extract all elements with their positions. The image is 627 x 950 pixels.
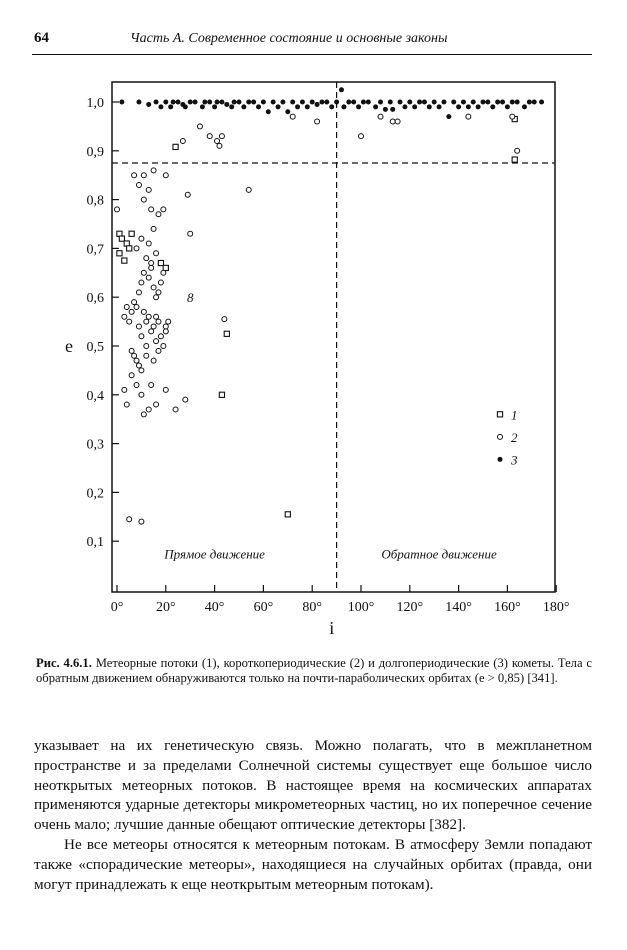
x-tick-label: 120° [396, 600, 424, 615]
data-point-circle [122, 314, 127, 319]
data-point-dot [237, 100, 242, 105]
data-point-square [163, 265, 168, 270]
data-point-dot [163, 100, 168, 105]
y-axis-title: e [65, 336, 73, 356]
x-tick-label: 80° [302, 600, 323, 615]
data-point-circle [390, 119, 395, 124]
data-point-square [285, 512, 290, 517]
data-point-circle [139, 280, 144, 285]
data-point-dot [373, 104, 378, 109]
data-point-dot [383, 107, 388, 112]
data-point-dot [280, 100, 285, 105]
legend-marker-dot [498, 457, 503, 462]
y-tick-label: 0,2 [86, 486, 104, 502]
data-point-dot [168, 104, 173, 109]
x-tick-label: 40° [204, 600, 225, 615]
data-point-dot [446, 114, 451, 119]
data-point-circle [141, 412, 146, 417]
x-tick-label: 0° [110, 600, 124, 615]
data-point-dot [402, 104, 407, 109]
data-point-circle [129, 309, 134, 314]
data-point-square [512, 157, 517, 162]
y-tick-label: 0,8 [86, 193, 104, 209]
data-point-circle [149, 329, 154, 334]
data-point-dot [527, 100, 532, 105]
data-point-dot [310, 100, 315, 105]
data-point-circle [136, 363, 141, 368]
data-point-circle [217, 143, 222, 148]
data-point-circle [141, 309, 146, 314]
data-point-circle [359, 134, 364, 139]
legend [497, 407, 518, 467]
data-point-circle [151, 226, 156, 231]
data-point-dot [427, 104, 432, 109]
data-point-circle [197, 124, 202, 129]
data-point-dot [485, 100, 490, 105]
y-tick-label: 0,4 [86, 388, 104, 404]
data-point-dot [229, 104, 234, 109]
data-point-circle [134, 246, 139, 251]
data-point-dot [232, 100, 237, 105]
legend-label: 3 [511, 452, 518, 468]
data-point-circle [315, 119, 320, 124]
data-point-dot [171, 100, 176, 105]
data-point-dot [441, 100, 446, 105]
data-point-dot [505, 104, 510, 109]
data-point-dot [188, 100, 193, 105]
data-point-circle [156, 290, 161, 295]
data-point-circle [134, 304, 139, 309]
data-point-dot [212, 104, 217, 109]
data-point-dot [183, 104, 188, 109]
x-tick-label: 100° [347, 600, 375, 615]
data-point-circle [144, 344, 149, 349]
data-point-dot [422, 100, 427, 105]
data-point-dot [200, 104, 205, 109]
data-point-square [224, 331, 229, 336]
data-point-dot [295, 104, 300, 109]
body-text [34, 736, 592, 894]
y-tick-label: 0,3 [86, 437, 104, 453]
data-point-dot [366, 100, 371, 105]
data-point-dot [532, 100, 537, 105]
data-point-square [129, 231, 134, 236]
data-point-dot [356, 104, 361, 109]
data-point-dot [476, 104, 481, 109]
data-point-circle [136, 182, 141, 187]
data-point-circle [163, 387, 168, 392]
data-point-circle [161, 207, 166, 212]
data-point-dot [261, 100, 266, 105]
data-point-circle [149, 265, 154, 270]
data-point-circle [146, 275, 151, 280]
data-point-circle [136, 324, 141, 329]
data-point-dot [471, 100, 476, 105]
x-tick-label: 180° [542, 600, 570, 615]
y-tick-label: 0,1 [86, 535, 104, 551]
data-point-circle [207, 134, 212, 139]
data-point-circle [163, 329, 168, 334]
data-point-circle [466, 114, 471, 119]
data-point-square [117, 251, 122, 256]
legend-label: 1 [511, 407, 518, 423]
data-point-circle [122, 387, 127, 392]
caption-text: Метеорные потоки (1), короткопериодические (2) и долгопериодические (3) кометы. Тела с обратным движением обнаруживаются только на почти-параболических орбитах (e > 0,85) [341]. [36, 656, 592, 685]
data-point-circle [222, 317, 227, 322]
data-point-square [219, 392, 224, 397]
data-point-dot [146, 102, 151, 107]
data-point-circle [141, 197, 146, 202]
data-point-dot [456, 104, 461, 109]
data-point-dot [495, 100, 500, 105]
data-point-circle [185, 192, 190, 197]
region-label-retrograde: Обратное движение [381, 546, 497, 562]
data-point-circle [144, 319, 149, 324]
data-point-circle [132, 173, 137, 178]
data-point-circle [139, 236, 144, 241]
data-point-circle [139, 334, 144, 339]
data-point-circle [139, 368, 144, 373]
data-point-dot [215, 100, 220, 105]
data-point-dot [388, 100, 393, 105]
data-point-circle [146, 407, 151, 412]
data-point-dot [339, 87, 344, 92]
data-point-circle [166, 319, 171, 324]
data-point-circle [163, 173, 168, 178]
data-point-dot [515, 100, 520, 105]
data-point-circle [146, 314, 151, 319]
data-point-circle [510, 114, 515, 119]
legend-marker-circle [498, 434, 503, 439]
x-axis-title: i [329, 618, 335, 638]
data-point-circle [151, 358, 156, 363]
data-point-dot [324, 100, 329, 105]
data-point-dot [398, 100, 403, 105]
x-tick-label: 160° [494, 600, 521, 615]
data-point-dot [437, 104, 442, 109]
data-point-circle [139, 519, 144, 524]
data-point-circle [139, 392, 144, 397]
data-point-circle [378, 114, 383, 119]
figure-caption [36, 656, 592, 685]
data-point-circle [151, 324, 156, 329]
data-point-dot [466, 104, 471, 109]
data-point-circle [127, 319, 132, 324]
data-point-circle [156, 212, 161, 217]
data-point-dot [290, 100, 295, 105]
data-point-circle [173, 407, 178, 412]
data-point-circle [156, 319, 161, 324]
data-point-dot [224, 102, 229, 107]
data-point-dot [176, 100, 181, 105]
data-point-circle [149, 383, 154, 388]
data-point-circle [158, 280, 163, 285]
data-point-dot [407, 100, 412, 105]
data-point-circle [132, 353, 137, 358]
data-point-dot [266, 109, 271, 114]
data-point-circle [156, 348, 161, 353]
data-point-dot [417, 100, 422, 105]
data-point-square [127, 246, 132, 251]
data-point-dot [119, 100, 124, 105]
page-number: 64 [34, 30, 49, 46]
data-point-dot [481, 100, 486, 105]
data-point-dot [346, 100, 351, 105]
data-point-circle [129, 373, 134, 378]
data-point-circle [127, 517, 132, 522]
data-point-dot [202, 100, 207, 105]
running-head: Часть А. Современное состояние и основные законы [130, 31, 448, 46]
data-point-circle [149, 261, 154, 266]
data-point-dot [334, 100, 339, 105]
data-point-circle [124, 402, 129, 407]
x-tick-label: 60° [253, 600, 274, 615]
data-point-dot [251, 100, 256, 105]
data-point-circle [215, 139, 220, 144]
data-point-circle [151, 285, 156, 290]
data-point-circle [144, 256, 149, 261]
data-point-dot [136, 100, 141, 105]
data-point-dot [522, 104, 527, 109]
data-point-circle [290, 114, 295, 119]
data-point-circle [146, 241, 151, 246]
data-point-circle [246, 187, 251, 192]
data-point-circle [146, 187, 151, 192]
y-tick-label: 0,5 [86, 340, 104, 355]
data-point-circle [141, 270, 146, 275]
data-point-circle [141, 173, 146, 178]
data-point-circle [136, 290, 141, 295]
x-tick-label: 20° [155, 600, 176, 615]
paragraph: указывает на их генетическую связь. Можно полагать, что в межпланетном пространстве и за пределами Солнечной системы существует еще большое число неоткрытых метеорных потоков. В настоящее время на космических аппаратах применяются ударные детекторы микрометеорных частиц, но их поперечное сечение очень мало; лучшие данные обещают оптические детекторы [382]. [34, 737, 592, 834]
region-label-prograde: Прямое движение [164, 546, 265, 562]
data-point-dot [329, 104, 334, 109]
data-point-circle [219, 134, 224, 139]
data-points [115, 87, 545, 524]
data-point-circle [154, 314, 159, 319]
data-point-circle [161, 270, 166, 275]
data-point-dot [451, 100, 456, 105]
data-point-dot [500, 100, 505, 105]
data-point-dot [432, 100, 437, 105]
paragraph: Не все метеоры относятся к метеорным потокам. В атмосферу Земли попадают также «спорадические метеоры», находящиеся на случайных орбитах (правда, они могут принадлежать к еще неоткрытым метеорным потокам). [34, 835, 592, 893]
data-point-circle [163, 324, 168, 329]
y-tick-label: 0,6 [86, 291, 104, 307]
data-point-dot [390, 107, 395, 112]
data-point-dot [341, 104, 346, 109]
y-tick-label: 0,7 [86, 242, 104, 258]
data-point-circle [188, 231, 193, 236]
data-point-dot [271, 100, 276, 105]
data-point-dot [207, 100, 212, 105]
data-point-circle [154, 295, 159, 300]
data-point-circle [154, 339, 159, 344]
data-point-square [173, 144, 178, 149]
data-point-dot [154, 100, 159, 105]
y-tick-label: 0,9 [86, 144, 104, 160]
data-point-circle [515, 148, 520, 153]
data-point-dot [300, 100, 305, 105]
data-point-circle [161, 344, 166, 349]
data-point-circle [134, 383, 139, 388]
data-point-dot [315, 102, 320, 107]
data-point-circle [134, 358, 139, 363]
data-point-dot [510, 100, 515, 105]
data-point-dot [319, 100, 324, 105]
data-point-dot [246, 100, 251, 105]
data-point-circle [395, 119, 400, 124]
chart-labels [65, 290, 497, 638]
data-point-circle [132, 300, 137, 305]
data-point-circle [158, 334, 163, 339]
data-point-circle [124, 304, 129, 309]
chart-annotation: 8 [186, 290, 194, 306]
data-point-circle [144, 353, 149, 358]
data-point-dot [351, 100, 356, 105]
data-point-dot [412, 104, 417, 109]
legend-label: 2 [511, 429, 518, 445]
data-point-dot [461, 100, 466, 105]
data-point-square [122, 258, 127, 263]
data-point-circle [183, 397, 188, 402]
y-tick-label: 1,0 [86, 96, 104, 111]
data-point-dot [158, 104, 163, 109]
data-point-circle [115, 207, 120, 212]
data-point-dot [361, 100, 366, 105]
data-point-circle [154, 402, 159, 407]
x-tick-label: 140° [445, 600, 472, 615]
data-point-dot [276, 104, 281, 109]
data-point-dot [539, 100, 544, 105]
data-point-circle [154, 251, 159, 256]
data-point-dot [378, 100, 383, 105]
data-point-dot [256, 104, 261, 109]
data-point-circle [149, 207, 154, 212]
data-point-dot [490, 104, 495, 109]
data-point-dot [305, 104, 310, 109]
plot-frame [112, 82, 555, 592]
data-point-dot [193, 100, 198, 105]
data-point-circle [151, 168, 156, 173]
data-point-circle [129, 348, 134, 353]
data-point-dot [285, 109, 290, 114]
legend-marker-square [497, 412, 502, 417]
data-point-dot [241, 104, 246, 109]
data-point-circle [180, 139, 185, 144]
caption-label: Рис. 4.6.1. [36, 656, 92, 670]
data-point-dot [219, 100, 224, 105]
